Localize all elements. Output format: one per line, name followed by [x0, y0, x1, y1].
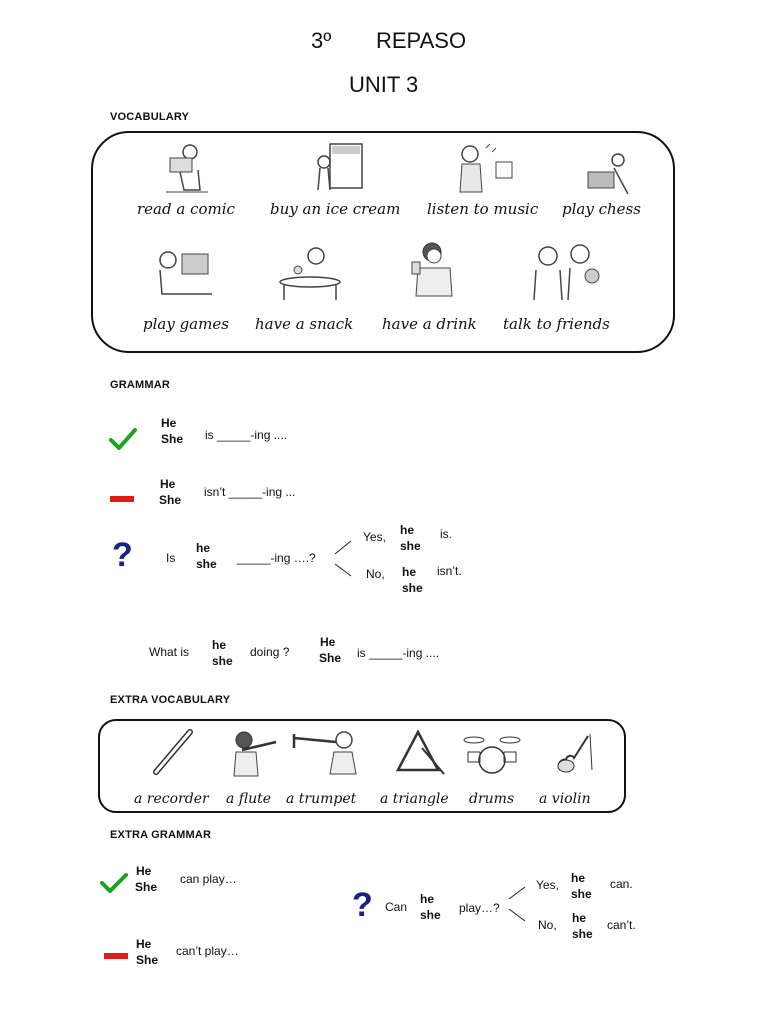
page-title: REPASO: [376, 28, 467, 53]
pronoun-she: she: [420, 908, 441, 922]
play-games-picture: [152, 246, 216, 298]
answer-no-end: isn’t.: [437, 564, 462, 578]
question-icon: ?: [112, 536, 133, 574]
pronoun-he: he: [400, 523, 415, 537]
extra-vocab-label: a trumpet: [286, 791, 357, 807]
vocab-label: have a drink: [382, 315, 477, 333]
chess-picture: [584, 152, 632, 196]
pronoun-he: he: [572, 911, 587, 925]
pronoun-she: she: [571, 887, 592, 901]
pronoun-she: she: [196, 557, 217, 571]
pronoun-she: She: [136, 953, 159, 967]
pronoun-she: she: [572, 927, 593, 941]
can-question-pattern: play…?: [459, 901, 500, 915]
friends-picture: [530, 240, 606, 302]
pronoun-he: he: [420, 892, 435, 906]
extra-vocab-label: a triangle: [380, 791, 449, 807]
question-is: Is: [166, 551, 176, 565]
answer-yes: Yes,: [536, 878, 559, 892]
what-answer-pattern: is _____-ing ....: [357, 646, 440, 660]
extra-vocab-label: a violin: [539, 791, 591, 807]
pronoun-he: he: [402, 565, 417, 579]
vocab-label: read a comic: [137, 200, 235, 218]
answer-no-end: can’t.: [607, 918, 636, 932]
vocab-label: play chess: [562, 200, 641, 218]
flute-picture: [228, 728, 278, 778]
extra-vocabulary-heading: EXTRA VOCABULARY: [110, 694, 231, 706]
extra-vocab-label: a flute: [226, 791, 272, 807]
vocab-label: buy an ice cream: [270, 200, 401, 218]
minus-icon: [104, 953, 128, 959]
vocab-label: play games: [143, 315, 229, 333]
violin-picture: [554, 730, 594, 776]
answer-branch-lines: [508, 886, 526, 922]
pronoun-he: He: [161, 416, 177, 430]
snack-picture: [276, 244, 344, 302]
negative-pattern: isn’t _____-ing ...: [204, 485, 296, 499]
pronoun-he: he: [196, 541, 211, 555]
unit-title: UNIT 3: [349, 72, 419, 97]
pronoun-he: he: [212, 638, 227, 652]
question-can: Can: [385, 900, 408, 914]
pronoun-she: she: [400, 539, 421, 553]
answer-yes: Yes,: [363, 530, 386, 544]
can-negative-pattern: can’t play…: [176, 944, 239, 958]
answer-yes-end: is.: [440, 527, 452, 541]
pronoun-she: She: [135, 880, 158, 894]
minus-icon: [110, 496, 134, 502]
pronoun-he: He: [136, 937, 152, 951]
affirmative-pattern: is _____-ing ....: [205, 428, 288, 442]
drink-picture: [402, 238, 466, 300]
pronoun-she: She: [159, 493, 182, 507]
grammar-heading: GRAMMAR: [110, 379, 171, 391]
answer-no: No,: [538, 918, 557, 932]
triangle-picture: [392, 726, 446, 776]
drums-picture: [462, 732, 522, 776]
question-icon: ?: [352, 886, 373, 924]
what-is-label: What is: [149, 645, 190, 659]
vocab-label: listen to music: [427, 200, 539, 218]
extra-vocab-label: drums: [469, 791, 515, 807]
vocab-label: have a snack: [255, 315, 354, 333]
ice-cream-picture: [312, 140, 366, 196]
vocab-label: talk to friends: [503, 315, 610, 333]
answer-yes-end: can.: [610, 877, 633, 891]
grade-label: 3º: [311, 28, 332, 53]
vocabulary-heading: VOCABULARY: [110, 111, 190, 123]
recorder-picture: [150, 728, 198, 776]
listen-music-picture: [452, 140, 518, 196]
pronoun-he: He: [320, 635, 336, 649]
extra-vocab-label: a recorder: [134, 791, 209, 807]
pronoun-he: He: [160, 477, 176, 491]
pronoun-he: He: [136, 864, 152, 878]
doing-label: doing ?: [250, 645, 290, 659]
check-icon: [109, 428, 137, 450]
answer-no: No,: [366, 567, 385, 581]
extra-grammar-heading: EXTRA GRAMMAR: [110, 829, 212, 841]
check-icon: [100, 873, 128, 893]
question-pattern: _____-ing ….?: [237, 551, 316, 565]
answer-branch-lines: [334, 540, 352, 578]
trumpet-picture: [290, 726, 360, 776]
pronoun-she: she: [212, 654, 233, 668]
pronoun-she: She: [161, 432, 184, 446]
read-comic-picture: [160, 140, 212, 196]
can-affirmative-pattern: can play…: [180, 872, 237, 886]
pronoun-she: she: [402, 581, 423, 595]
pronoun-he: he: [571, 871, 586, 885]
pronoun-she: She: [319, 651, 342, 665]
